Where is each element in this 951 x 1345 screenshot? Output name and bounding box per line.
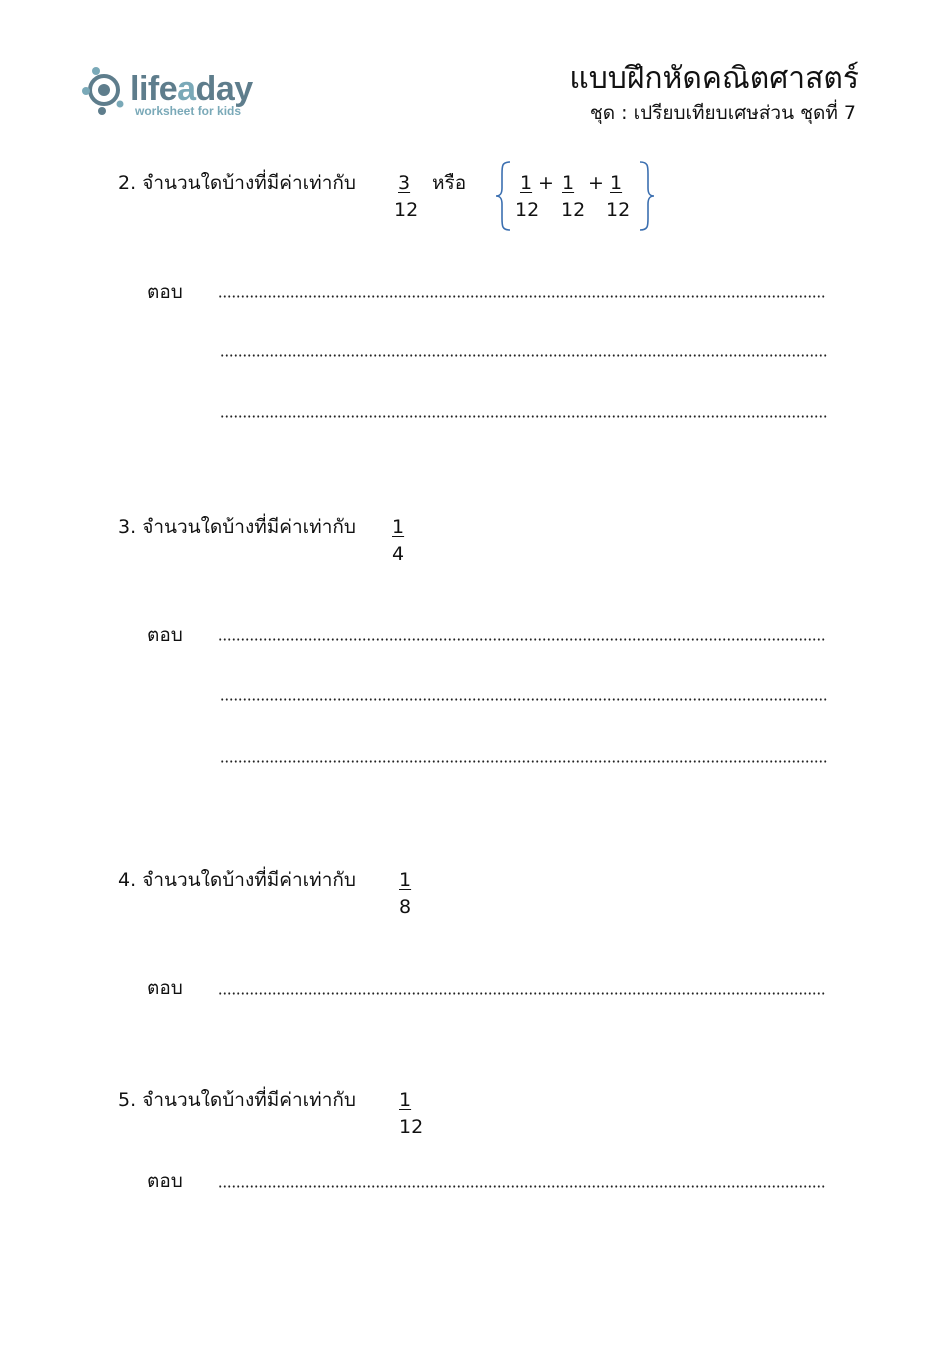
question-number: 2. [118, 172, 137, 194]
fraction-denominator: 12 [399, 1116, 424, 1138]
expansion-denominator-1: 12 [515, 199, 540, 221]
expansion-numerator-2: 1 [562, 172, 575, 194]
left-brace-icon [494, 160, 512, 232]
question-number: 5. [118, 1089, 137, 1111]
fraction-denominator: 8 [399, 896, 412, 918]
fraction-denominator: 4 [392, 543, 405, 565]
answer-line-1[interactable] [218, 638, 826, 641]
expansion-denominator-2: 12 [561, 199, 586, 221]
page-subtitle: ชุด : เปรียบเทียบเศษส่วน ชุดที่ 7 [589, 102, 856, 124]
plus-sign-1: + [538, 172, 554, 194]
answer-line-1[interactable] [218, 1185, 826, 1188]
fraction-numerator: 3 [398, 172, 411, 194]
page-title: แบบฝึกหัดคณิตศาสตร์ [569, 61, 859, 96]
question-number: 3. [118, 516, 137, 538]
question-text: จำนวนใดบ้างที่มีค่าเท่ากับ [142, 516, 356, 538]
expansion-denominator-3: 12 [606, 199, 631, 221]
plus-sign-2: + [588, 172, 604, 194]
expansion-numerator-1: 1 [520, 172, 533, 194]
answer-line-2[interactable] [220, 698, 828, 701]
question-text: จำนวนใดบ้างที่มีค่าเท่ากับ [142, 869, 356, 891]
logo [82, 64, 272, 120]
or-text: หรือ [432, 172, 467, 194]
answer-label: ตอบ [147, 1170, 183, 1192]
answer-line-2[interactable] [220, 354, 828, 357]
question-text: จำนวนใดบ้างที่มีค่าเท่ากับ [142, 172, 356, 194]
answer-line-1[interactable] [218, 992, 826, 995]
right-brace-icon [638, 160, 656, 232]
question-number: 4. [118, 869, 137, 891]
answer-line-1[interactable] [218, 295, 826, 298]
question-text: จำนวนใดบ้างที่มีค่าเท่ากับ [142, 1089, 356, 1111]
answer-label: ตอบ [147, 624, 183, 646]
fraction-numerator: 1 [392, 516, 405, 538]
fraction-denominator: 12 [394, 199, 419, 221]
logo-tagline: worksheet for kids [135, 104, 242, 118]
logo-name-part3: day [195, 70, 253, 108]
fraction-numerator: 1 [399, 1089, 412, 1111]
answer-line-3[interactable] [220, 415, 828, 418]
logo-name-part2: a [177, 70, 196, 108]
answer-label: ตอบ [147, 977, 183, 999]
expansion-numerator-3: 1 [610, 172, 623, 194]
molecule-logo-icon [82, 64, 134, 116]
fraction-numerator: 1 [399, 869, 412, 891]
answer-label: ตอบ [147, 281, 183, 303]
logo-name-part1: life [130, 70, 178, 108]
answer-line-3[interactable] [220, 760, 828, 763]
